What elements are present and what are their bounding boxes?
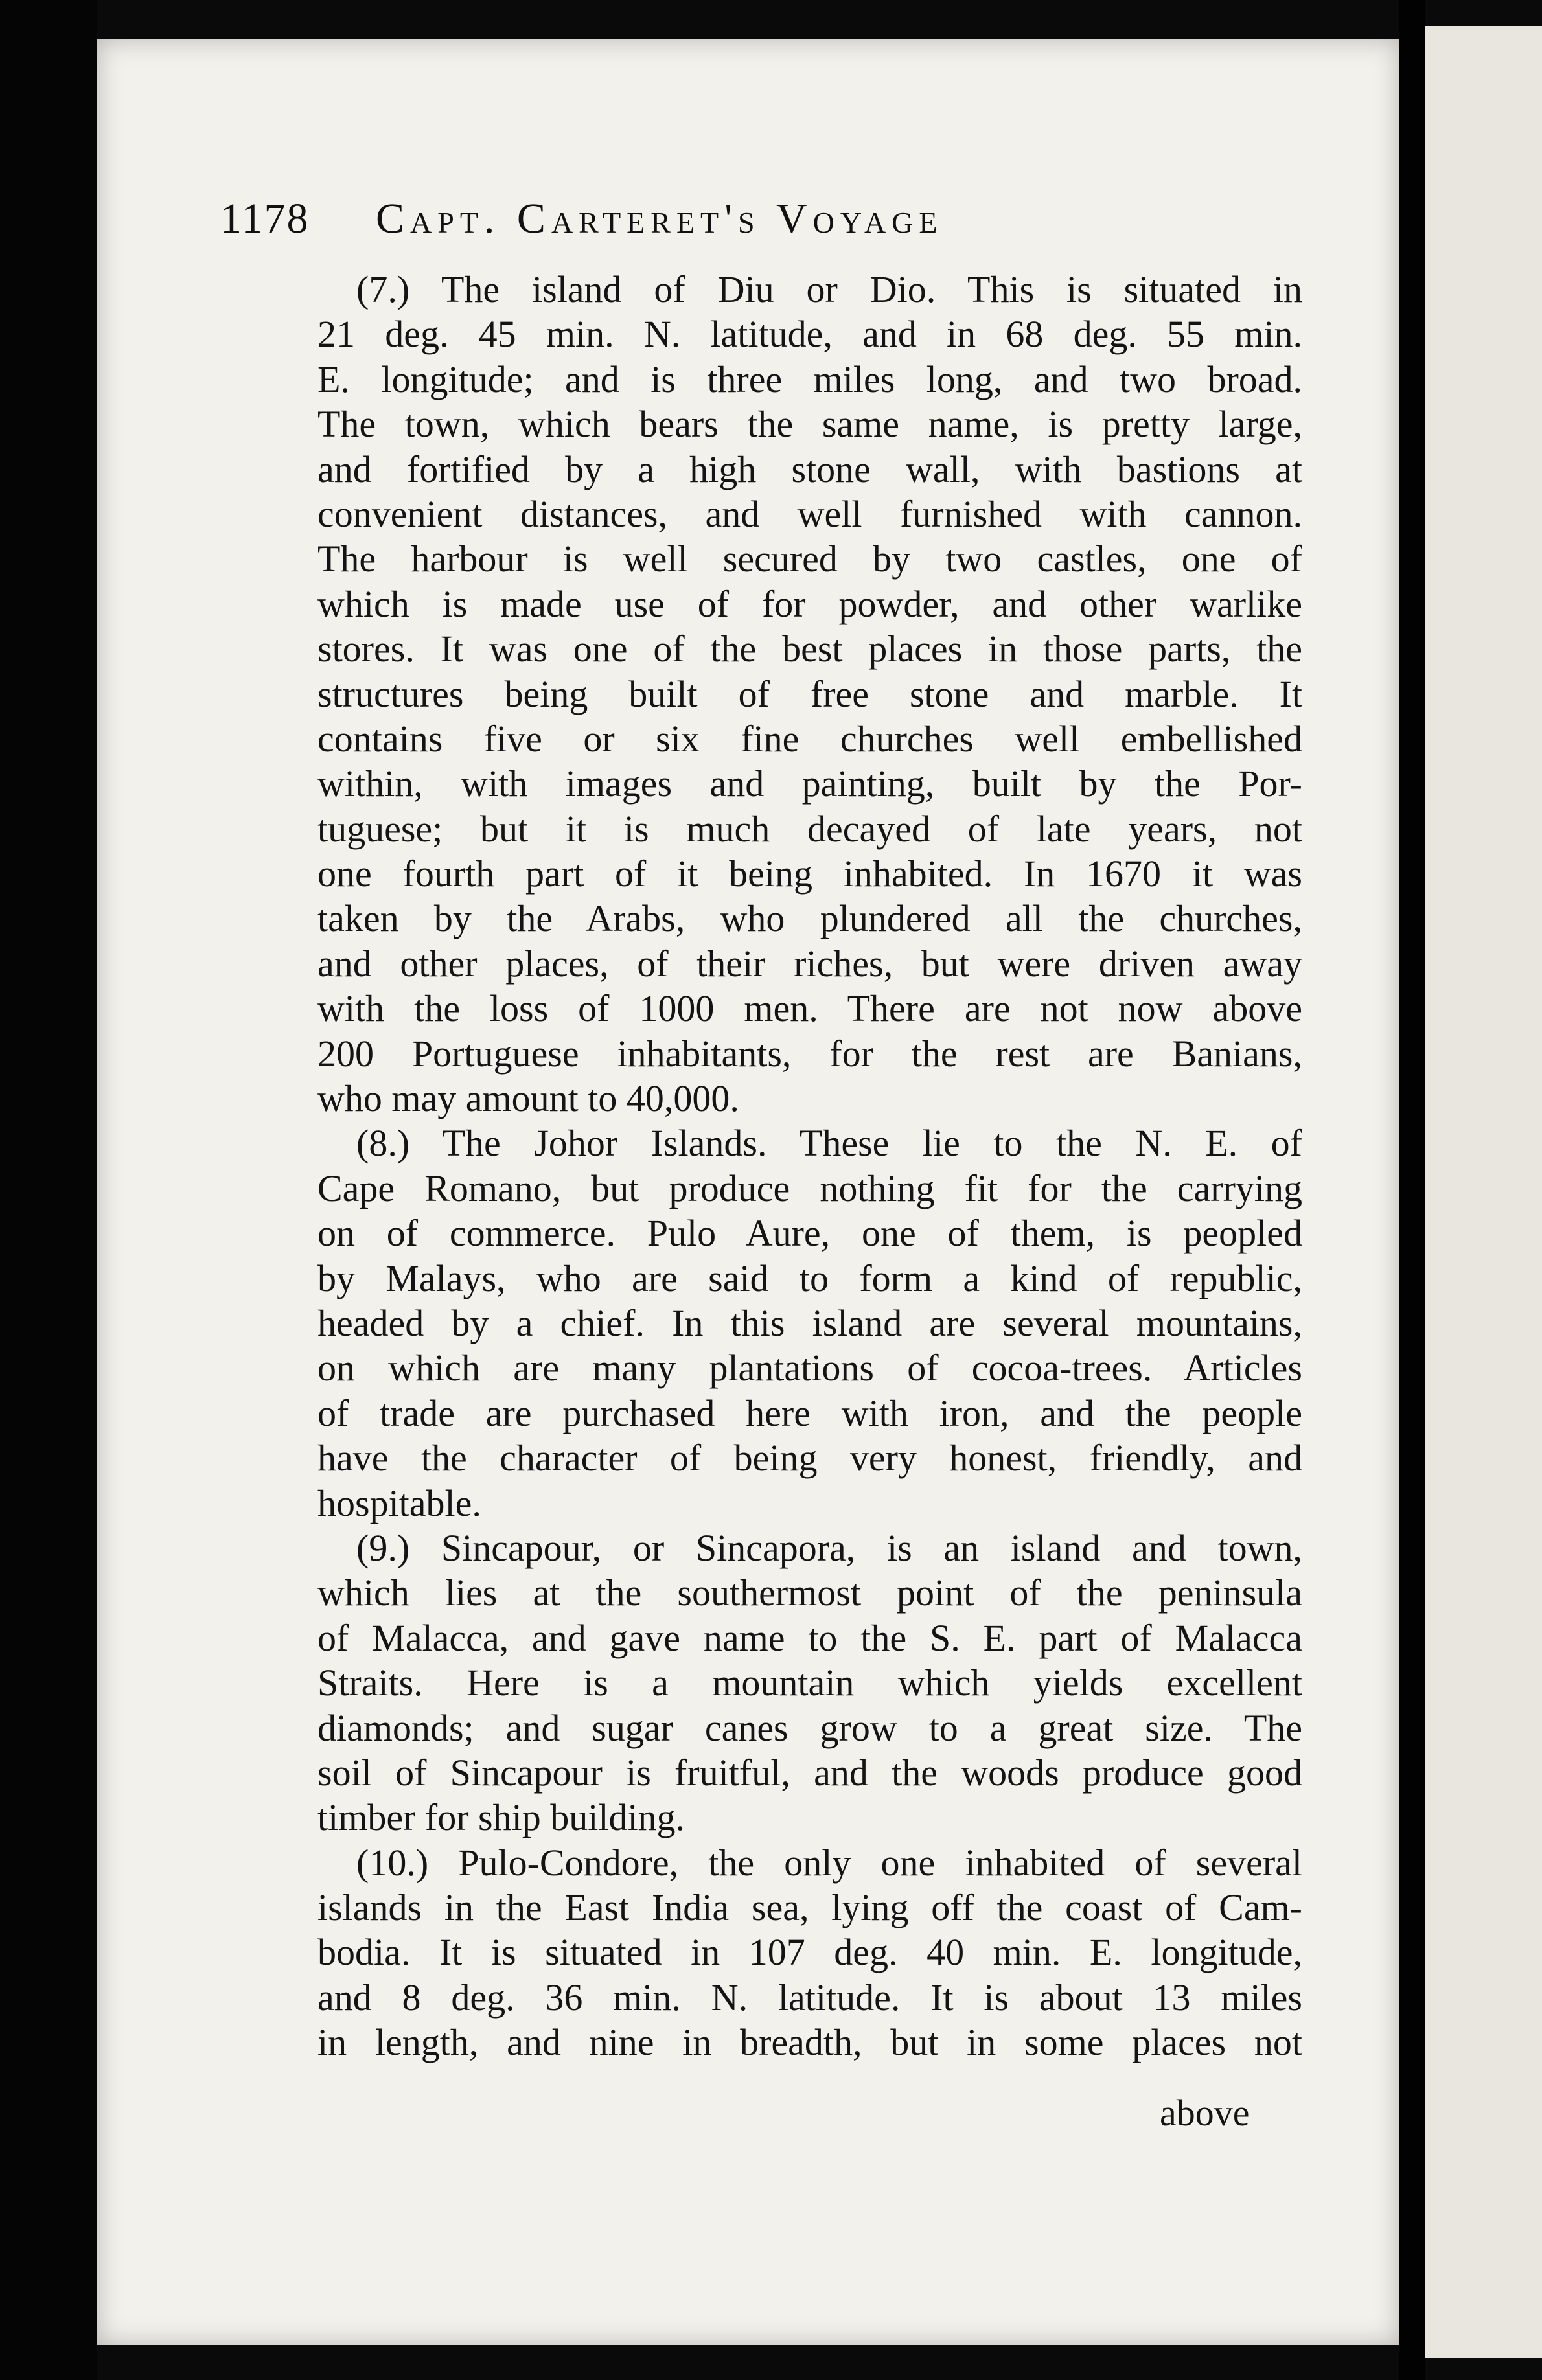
text-line: E. longitude; and is three miles long, and two broad. [317, 358, 1302, 400]
text-line: with the loss of 1000 men. There are not now above [317, 987, 1302, 1030]
text-line: 21 deg. 45 min. N. latitude, and in 68 deg. 55 min. [317, 313, 1302, 356]
text-line: who may amount to 40,000. [317, 1077, 739, 1120]
text-line: (10.) Pulo-Condore, the only one inhabited of several [356, 1841, 1302, 1884]
text-line: which lies at the southermost point of the peninsula [317, 1572, 1302, 1614]
catchword: above [1160, 2092, 1250, 2134]
text-line: contains five or six fine churches well embellished [317, 717, 1302, 760]
text-line: of trade are purchased here with iron, and the people [317, 1391, 1302, 1434]
text-line: hospitable. [317, 1482, 481, 1524]
running-head [220, 194, 1322, 253]
text-line: timber for ship building. [317, 1796, 685, 1839]
text-line: (9.) Sincapour, or Sincapora, is an island and town, [356, 1526, 1302, 1569]
text-line: within, with images and painting, built by the Por- [317, 762, 1302, 805]
text-line: which is made use of for powder, and other warlike [317, 582, 1302, 625]
text-line: tuguese; but it is much decayed of late years, not [317, 807, 1302, 850]
text-line: The town, which bears the same name, is pretty large, [317, 403, 1302, 446]
text-line: (8.) The Johor Islands. These lie to the N. E. of [356, 1122, 1302, 1165]
text-line: of Malacca, and gave name to the S. E. part of Malacca [317, 1616, 1302, 1659]
text-line: 200 Portuguese inhabitants, for the rest are Banians, [317, 1032, 1302, 1075]
text-line: by Malays, who are said to form a kind of republic, [317, 1257, 1302, 1299]
page-number: 1178 [220, 195, 310, 242]
text-line: convenient distances, and well furnished with cannon. [317, 492, 1302, 535]
text-line: bodia. It is situated in 107 deg. 40 min. E. longitude, [317, 1931, 1302, 1974]
text-line: in length, and nine in breadth, but in some places not [317, 2021, 1302, 2064]
text-line: structures being built of free stone and marble. It [317, 672, 1302, 715]
left-scan-margin [0, 0, 97, 2380]
adjacent-page-edge [1425, 26, 1542, 2358]
text-line: stores. It was one of the best places in those parts, the [317, 628, 1302, 670]
text-line: Straits. Here is a mountain which yields excellent [317, 1662, 1302, 1704]
body-text [317, 267, 1302, 2065]
text-line: and other places, of their riches, but were driven away [317, 942, 1302, 985]
text-line: and 8 deg. 36 min. N. latitude. It is about 13 miles [317, 1976, 1302, 2019]
text-line: The harbour is well secured by two castles, one of [317, 538, 1302, 580]
text-line: soil of Sincapour is fruitful, and the woods produce good [317, 1751, 1302, 1794]
text-line: headed by a chief. In this island are several mountains, [317, 1301, 1302, 1344]
text-line: and fortified by a high stone wall, with bastions at [317, 448, 1302, 490]
text-line: diamonds; and sugar canes grow to a great size. The [317, 1706, 1302, 1749]
text-line: Cape Romano, but produce nothing fit for the carrying [317, 1167, 1302, 1209]
text-line: (7.) The island of Diu or Dio. This is situated in [356, 268, 1302, 310]
page-gutter [1399, 0, 1425, 2380]
text-line: taken by the Arabs, who plundered all the churches, [317, 897, 1302, 940]
running-title: Capt. Carteret's Voyage [376, 195, 943, 242]
text-line: on of commerce. Pulo Aure, one of them, is peopled [317, 1212, 1302, 1255]
text-line: on which are many plantations of cocoa-trees. Articles [317, 1347, 1302, 1390]
text-line: islands in the East India sea, lying off the coast of Cam- [317, 1886, 1302, 1929]
text-line: have the character of being very honest, friendly, and [317, 1437, 1302, 1480]
text-line: one fourth part of it being inhabited. In 1670 it was [317, 852, 1302, 895]
